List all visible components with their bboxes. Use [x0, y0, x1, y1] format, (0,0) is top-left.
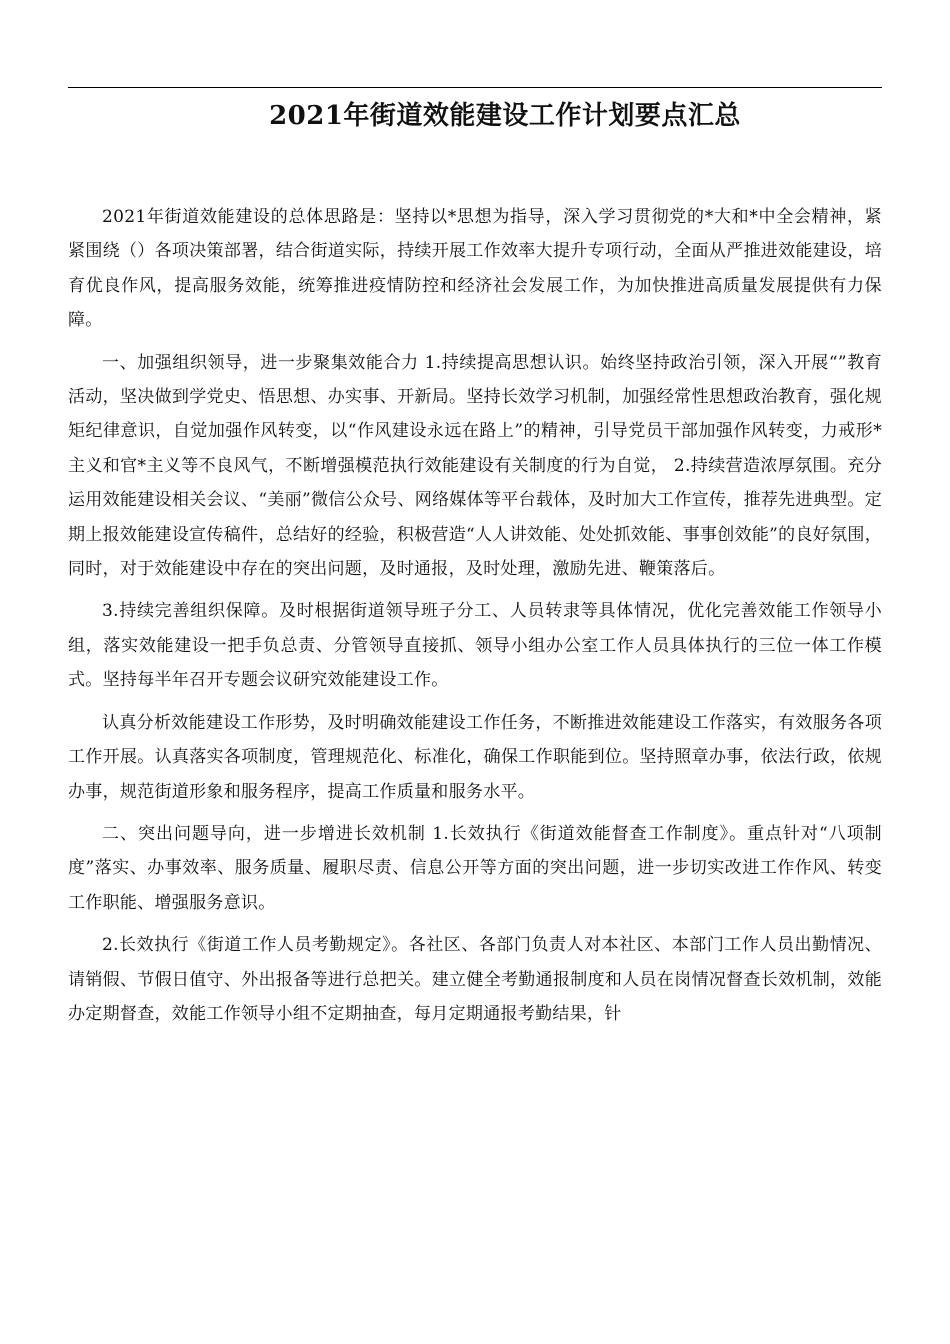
paragraph-overview: 2021年街道效能建设的总体思路是：坚持以*思想为指导，深入学习贯彻党的*大和*中全会精神，紧紧围绕（）各项决策部署，结合街道实际，持续开展工作效率大提升专项行动，全面从严推进效能建设，培育优良作风，提高服务效能，统筹推进疫情防控和经济社会发展工作，为加快推进高质量发展提供有力保障。 [68, 207, 882, 331]
document-body [68, 200, 882, 1039]
paragraph-section-one: 一、加强组织领导，进一步聚集效能合力 1.持续提高思想认识。始终坚持政治引领，深入开展“”教育活动，坚决做到学党史、悟思想、办实事、开新局。坚持长效学习机制，加强经常性思想政治教育，强化规矩纪律意识，自觉加强作风转变，以“作风建设永远在路上”的精神，引导党员干部加强作风转变，力戒形*主义和官*主义等不良风气，不断增强模范执行效能建设有关制度的行为自觉， 2.持续营造浓厚氛围。充分运用效能建设相关会议、“美丽”微信公众号、网络媒体等平台载体，及时加大工作宣传，推荐先进典型。定期上报效能建设宣传稿件，总结好的经验，积极营造“人人讲效能、处处抓效能、事事创效能”的良好氛围，同时，对于效能建设中存在的突出问题，及时通报，及时处理，激励先进、鞭策落后。 [68, 352, 882, 580]
document-title: 2021年街道效能建设工作计划要点汇总 [269, 101, 741, 131]
header-rule [68, 87, 882, 88]
paragraph-attendance: 2.长效执行《街道工作人员考勤规定》。各社区、各部门负责人对本社区、本部门工作人员出勤情况、请销假、节假日值守、外出报备等进行总把关。建立健全考勤通报制度和人员在岗情况督查长效机制，效能办定期督查，效能工作领导小组不定期抽查，每月定期通报考勤结果，针 [68, 935, 882, 1024]
paragraph-section-two: 二、突出问题导向，进一步增进长效机制 1.长效执行《街道效能督查工作制度》。重点针对“八项制度”落实、办事效率、服务质量、履职尽责、信息公开等方面的突出问题，进一步切实改进工作作风、转变工作职能、增强服务意识。 [68, 823, 882, 913]
paragraph-analysis: 认真分析效能建设工作形势，及时明确效能建设工作任务，不断推进效能建设工作落实，有效服务各项工作开展。认真落实各项制度，管理规范化、标准化，确保工作职能到位。坚持照章办事，依法行政，依规办事，规范街道形象和服务程序，提高工作质量和服务水平。 [68, 712, 882, 802]
paragraph-organization-guarantee: 3.持续完善组织保障。及时根据街道领导班子分工、人员转隶等具体情况，优化完善效能工作领导小组，落实效能建设一把手负总责、分管领导直接抓、领导小组办公室工作人员具体执行的三位一体工作模式。坚持每半年召开专题会议研究效能建设工作。 [68, 601, 882, 691]
